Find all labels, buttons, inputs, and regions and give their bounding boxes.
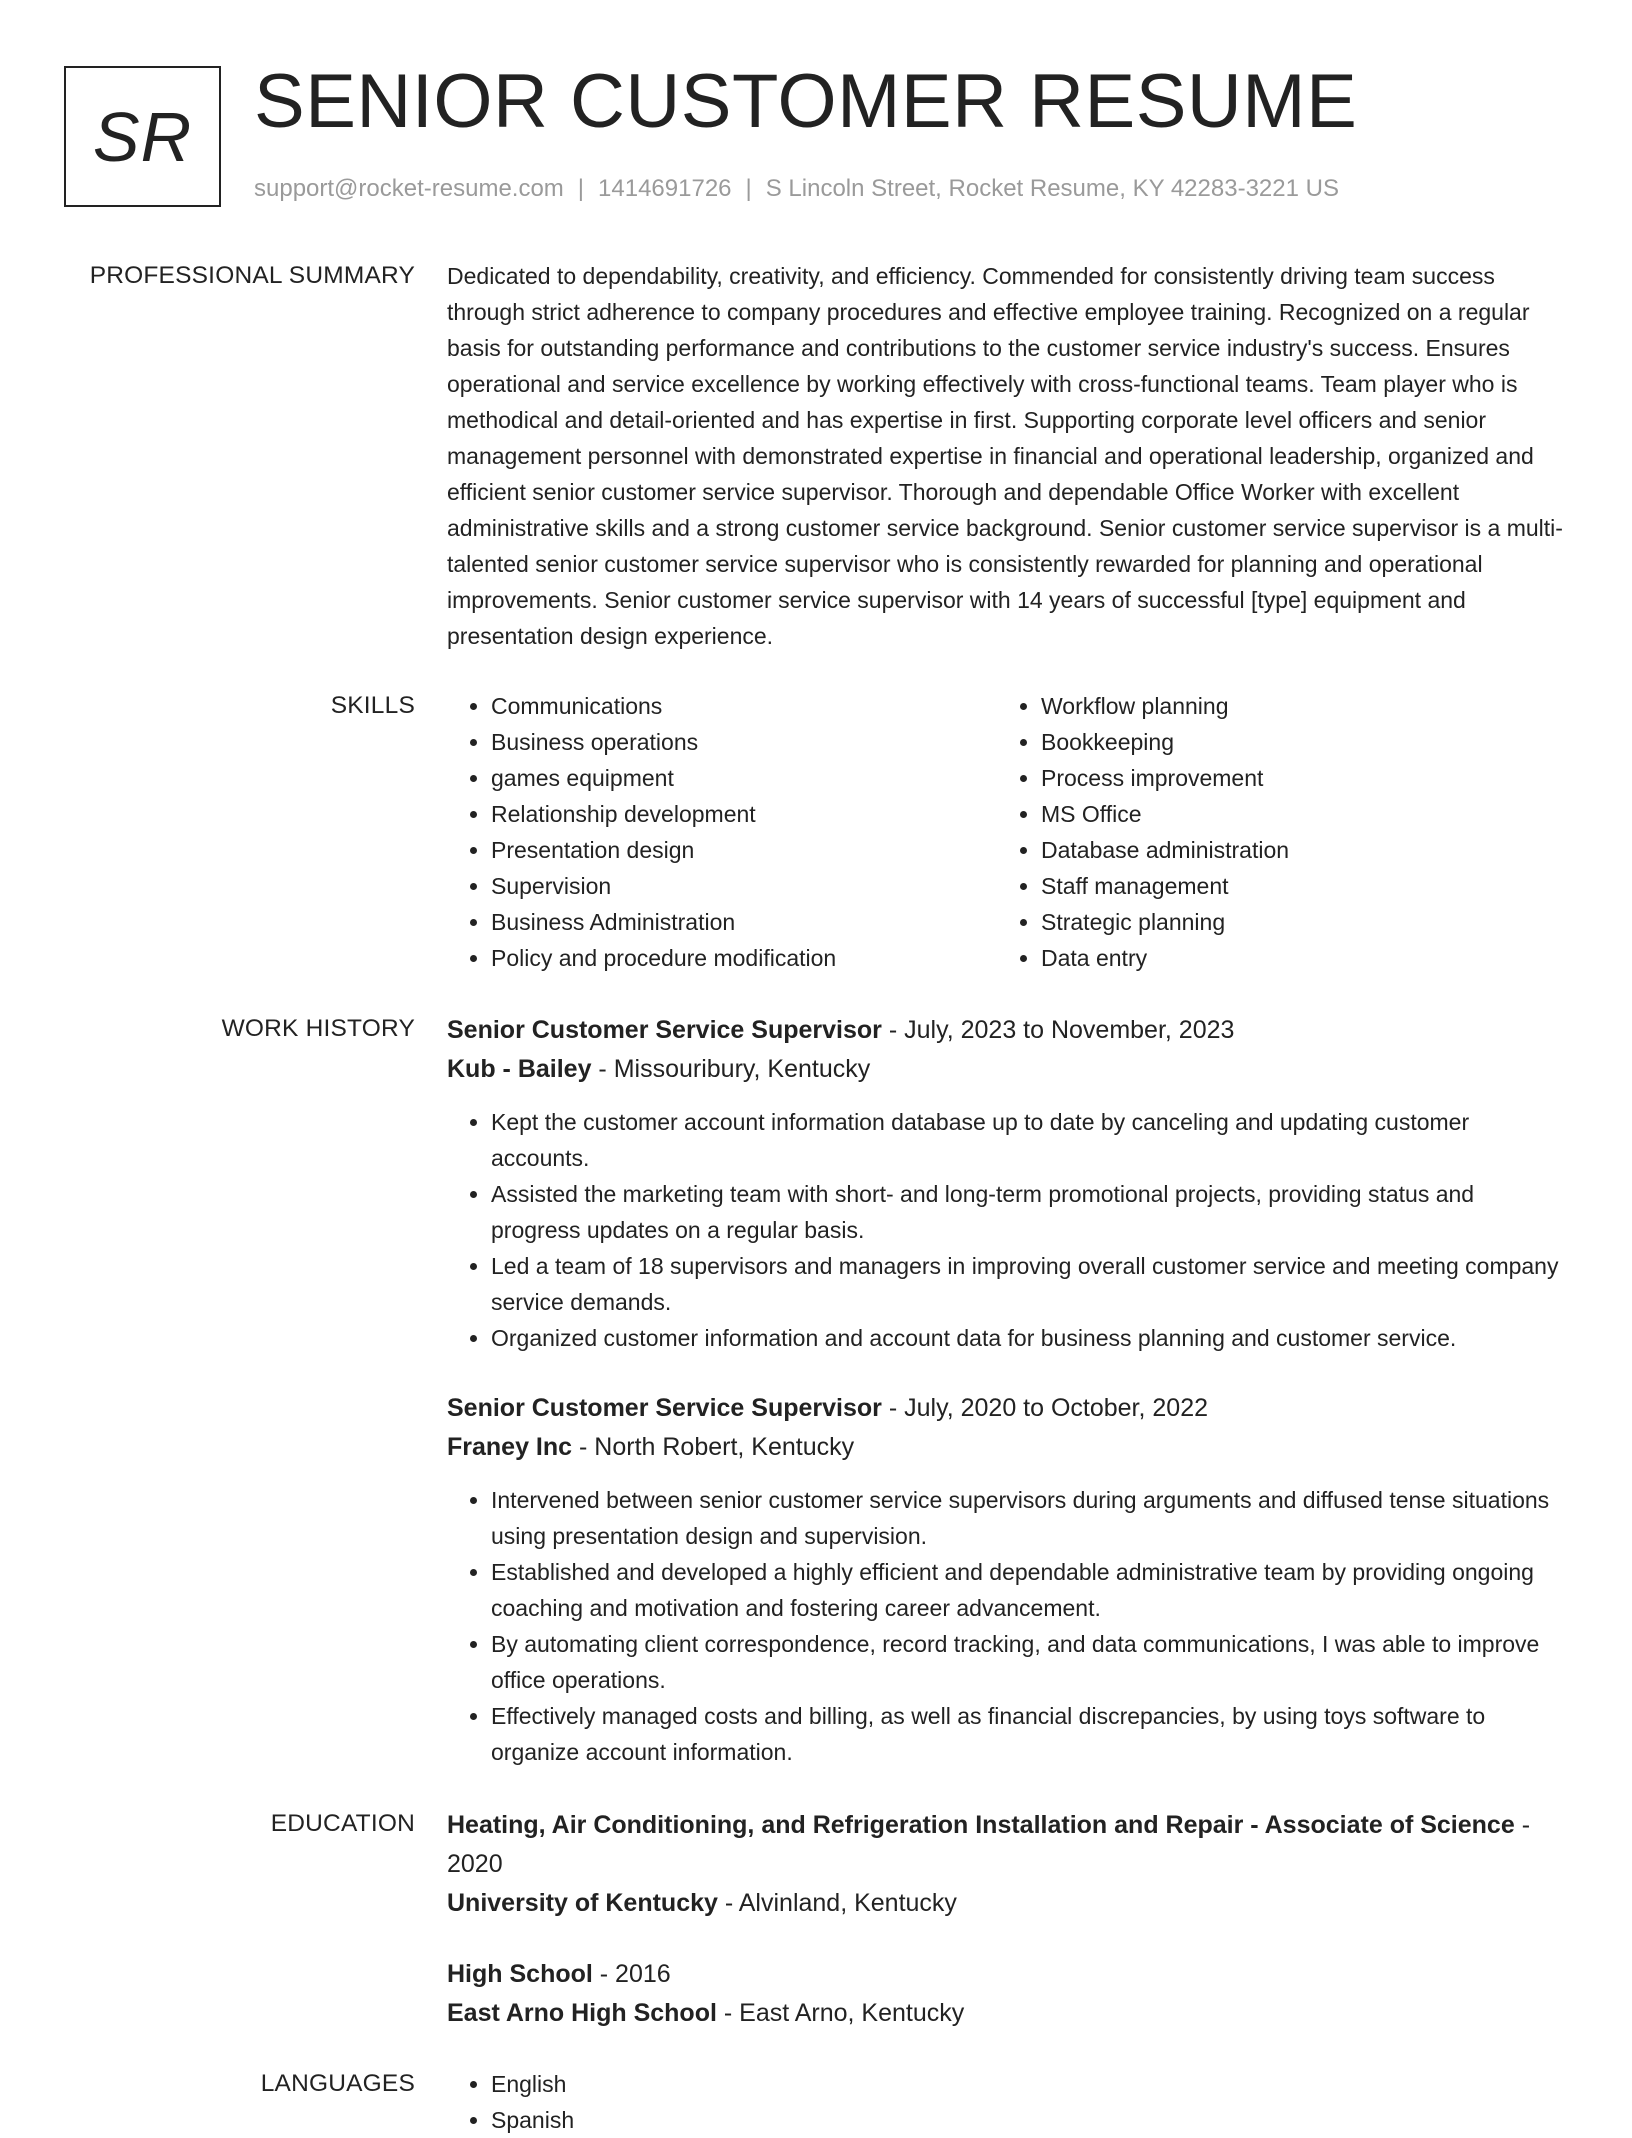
edu-degree: High School bbox=[447, 1960, 593, 1988]
skill-item: • Process improvement bbox=[1041, 760, 1547, 796]
edu-degree-line bbox=[447, 1806, 1569, 1884]
job-bullets bbox=[447, 1482, 1569, 1770]
job-role: Senior Customer Service Supervisor bbox=[447, 1016, 882, 1044]
languages-list bbox=[447, 2066, 1569, 2138]
education-heading: EDUCATION bbox=[270, 1810, 415, 1837]
skills-column-left bbox=[447, 688, 997, 976]
job-company-line bbox=[447, 1428, 1569, 1467]
skill-item: • Data entry bbox=[1041, 940, 1547, 976]
skills-list-left bbox=[447, 688, 997, 976]
job-bullet: • Intervened between senior customer service supervisors during arguments and diffused tense situations using presentation design and supervision. bbox=[491, 1482, 1569, 1554]
skill-item: • Supervision bbox=[491, 868, 997, 904]
job-company: Franey Inc bbox=[447, 1433, 573, 1461]
contact-separator: | bbox=[577, 175, 585, 202]
skills-body bbox=[447, 688, 1569, 976]
skill-item: • Business Administration bbox=[491, 904, 997, 940]
edu-year: - 2020 bbox=[447, 1811, 1531, 1878]
edu-degree: Heating, Air Conditioning, and Refrigeration Installation and Repair - Associate of Science bbox=[447, 1811, 1515, 1839]
skill-item: • games equipment bbox=[491, 760, 997, 796]
job-location: - Missouribury, Kentucky bbox=[591, 1055, 871, 1083]
contact-address: S Lincoln Street, Rocket Resume, KY 42283-3221 US bbox=[765, 175, 1339, 202]
job-entry bbox=[447, 1389, 1569, 1770]
work-heading: WORK HISTORY bbox=[221, 1015, 415, 1042]
job-bullet: • By automating client correspondence, record tracking, and data communications, I was able to improve office operations. bbox=[491, 1626, 1569, 1698]
skill-item: • Presentation design bbox=[491, 832, 997, 868]
summary-text: Dedicated to dependability, creativity, and efficiency. Commended for consistently driving team success through strict adherence to company procedures and effective employee training. Recognized on a regular basis for outstanding performance and contributions to the customer service industry's success. Ensures operational and service excellence by working effectively with cross-functional teams. Team player who is methodical and detail-oriented and has expertise in first. Supporting corporate level officers and senior management personnel with demonstrated expertise in financial and operational leadership, organized and efficient senior customer service supervisor. Thorough and dependable Office Worker with excellent administrative skills and a strong customer service background. Senior customer service supervisor is a multi-talented senior customer service supervisor who is consistently rewarded for planning and operational improvements. Senior customer service supervisor with 14 years of successful [type] equipment and presentation design experience. bbox=[447, 263, 1563, 649]
monogram-box bbox=[64, 66, 221, 207]
skill-item: • Database administration bbox=[1041, 832, 1547, 868]
edu-year: - 2016 bbox=[592, 1960, 671, 1988]
job-dates: - July, 2020 to October, 2022 bbox=[881, 1394, 1209, 1422]
language-item: • Spanish bbox=[491, 2102, 1569, 2138]
job-bullet: • Led a team of 18 supervisors and managers in improving overall customer service and meeting company service demands. bbox=[491, 1248, 1569, 1320]
job-bullet: • Assisted the marketing team with short- and long-term promotional projects, providing status and progress updates on a regular basis. bbox=[491, 1176, 1569, 1248]
job-dates: - July, 2023 to November, 2023 bbox=[881, 1016, 1235, 1044]
language-item: • English bbox=[491, 2066, 1569, 2102]
skill-item: • Relationship development bbox=[491, 796, 997, 832]
job-location: - North Robert, Kentucky bbox=[572, 1433, 855, 1461]
job-title-line bbox=[447, 1389, 1569, 1428]
skills-list-right bbox=[997, 688, 1547, 976]
skills-columns bbox=[447, 688, 1569, 976]
job-bullet: • Effectively managed costs and billing, as well as financial discrepancies, by using toys software to organize account information. bbox=[491, 1698, 1569, 1770]
education-entry-1 bbox=[447, 1806, 1569, 1923]
edu-school: University of Kentucky bbox=[447, 1889, 718, 1917]
skill-item: • Workflow planning bbox=[1041, 688, 1547, 724]
skill-item: • Strategic planning bbox=[1041, 904, 1547, 940]
monogram-initials: SR bbox=[92, 97, 193, 176]
contact-phone: 1414691726 bbox=[598, 175, 732, 202]
edu-location: - Alvinland, Kentucky bbox=[717, 1889, 957, 1917]
job-bullet: • Organized customer information and account data for business planning and customer service. bbox=[491, 1320, 1569, 1356]
edu-school-line bbox=[447, 1884, 1569, 1923]
job-title-line bbox=[447, 1011, 1569, 1050]
contact-line bbox=[254, 172, 1339, 206]
skill-item: • Business operations bbox=[491, 724, 997, 760]
skill-item: • Bookkeeping bbox=[1041, 724, 1547, 760]
skill-item: • Policy and procedure modification bbox=[491, 940, 997, 976]
skill-item: • Communications bbox=[491, 688, 997, 724]
contact-email: support@rocket-resume.com bbox=[254, 175, 564, 202]
job-role: Senior Customer Service Supervisor bbox=[447, 1394, 882, 1422]
skill-item: • Staff management bbox=[1041, 868, 1547, 904]
work-job-2 bbox=[447, 1389, 1569, 1770]
skills-heading: SKILLS bbox=[330, 692, 415, 719]
job-bullet: • Established and developed a highly efficient and dependable administrative team by providing ongoing coaching and motivation and fostering career advancement. bbox=[491, 1554, 1569, 1626]
edu-degree-line bbox=[447, 1955, 1569, 1994]
summary-body bbox=[447, 258, 1569, 654]
resume-title: SENIOR CUSTOMER RESUME bbox=[254, 59, 1358, 144]
edu-school-line bbox=[447, 1994, 1569, 2033]
job-bullet: • Kept the customer account information database up to date by canceling and updating customer accounts. bbox=[491, 1104, 1569, 1176]
languages-heading: LANGUAGES bbox=[260, 2070, 415, 2097]
job-company-line bbox=[447, 1050, 1569, 1089]
job-bullets bbox=[447, 1104, 1569, 1356]
contact-separator: | bbox=[745, 175, 752, 202]
skill-item: • MS Office bbox=[1041, 796, 1547, 832]
summary-heading: PROFESSIONAL SUMMARY bbox=[89, 262, 415, 289]
job-company: Kub - Bailey bbox=[447, 1055, 592, 1083]
languages-body bbox=[447, 2066, 1569, 2138]
edu-location: - East Arno, Kentucky bbox=[716, 1999, 965, 2027]
skills-column-right bbox=[997, 688, 1547, 976]
job-entry bbox=[447, 1011, 1569, 1356]
education-entry-2 bbox=[447, 1955, 1569, 2033]
work-job-1 bbox=[447, 1011, 1569, 1356]
edu-school: East Arno High School bbox=[447, 1999, 717, 2027]
